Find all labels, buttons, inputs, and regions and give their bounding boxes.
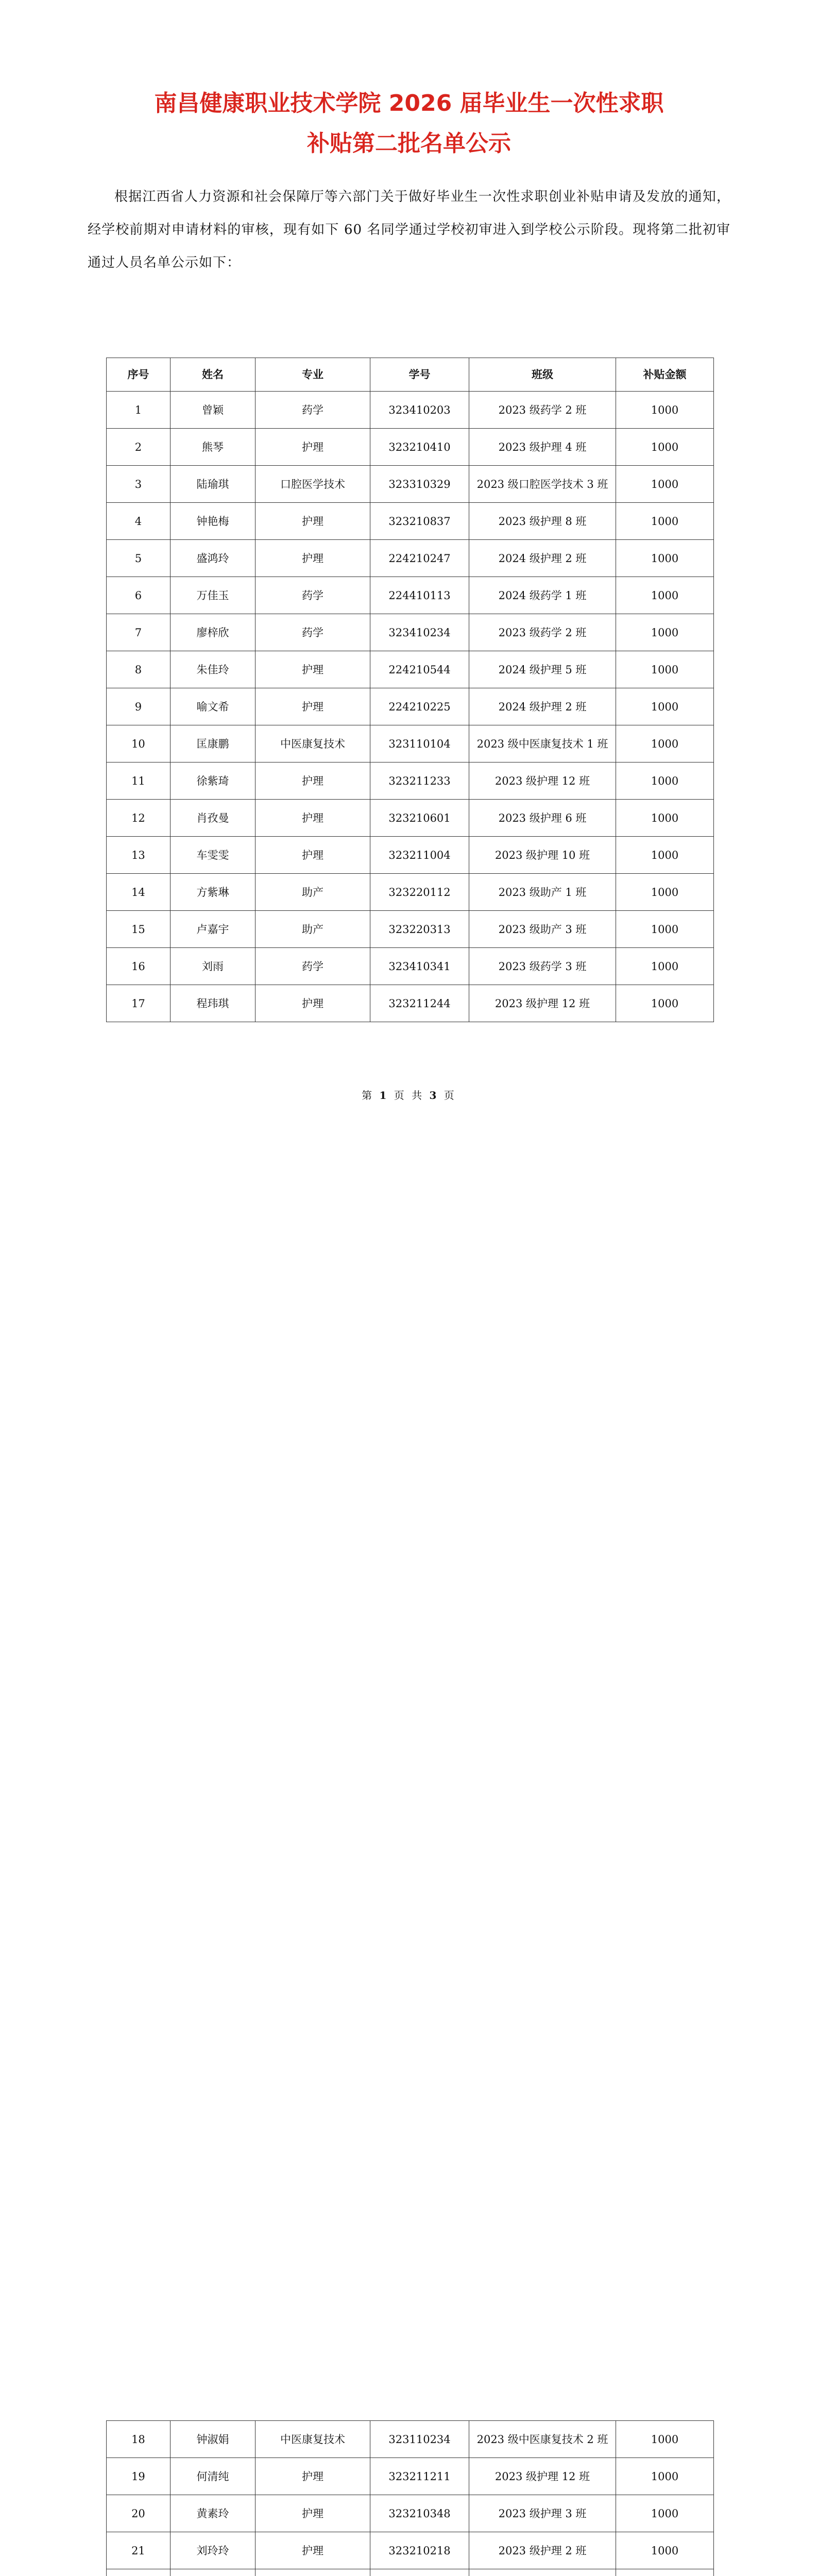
document-title-line-2: 补贴第二批名单公示	[307, 130, 511, 157]
cell-name: 车雯雯	[170, 837, 255, 874]
cell-class: 2024 级护理 2 班	[469, 540, 616, 577]
cell-major: 药学	[255, 614, 370, 651]
cell-major: 助产	[255, 874, 370, 911]
cell-class: 2023 级药学 3 班	[469, 948, 616, 985]
cell-index: 16	[107, 948, 171, 985]
cell-amount: 1000	[616, 2458, 713, 2495]
cell-index: 7	[107, 614, 171, 651]
roster-table-page-1	[106, 358, 714, 1022]
cell-class: 2023 级中医康复技术 2 班	[469, 2421, 616, 2458]
cell-student-id: 323211211	[370, 2458, 469, 2495]
cell-amount: 1000	[616, 2421, 713, 2458]
cell-index: 12	[107, 800, 171, 837]
cell-index: 18	[107, 2421, 171, 2458]
cell-student-id: 323410203	[370, 392, 469, 429]
cell-student-id: 323110234	[370, 2421, 469, 2458]
cell-amount: 1000	[616, 837, 713, 874]
cell-index: 5	[107, 540, 171, 577]
cell-index: 17	[107, 985, 171, 1022]
cell-major: 护理	[255, 762, 370, 800]
cell-index: 3	[107, 466, 171, 503]
cell-class: 2023 级护理 4 班	[469, 429, 616, 466]
cell-amount: 1000	[616, 614, 713, 651]
table-row	[107, 392, 714, 429]
cell-student-id: 323211004	[370, 837, 469, 874]
cell-class: 2023 级护理 10 班	[469, 837, 616, 874]
page-number: 1	[379, 1089, 389, 1101]
column-header: 专业	[255, 358, 370, 392]
cell-amount: 1000	[616, 540, 713, 577]
cell-major: 药学	[255, 577, 370, 614]
cell-class: 2023 级护理 6 班	[469, 800, 616, 837]
cell-index: 1	[107, 392, 171, 429]
page-footer-1: 第 1 页 共 3 页	[362, 1089, 456, 1101]
cell-major: 护理	[255, 2532, 370, 2569]
cell-index: 14	[107, 874, 171, 911]
page-total: 3	[429, 1089, 439, 1101]
cell-major: 护理	[255, 837, 370, 874]
cell-amount: 1000	[616, 911, 713, 948]
table-row	[107, 503, 714, 540]
document-page-1	[0, 0, 818, 1156]
cell-major: 护理	[255, 985, 370, 1022]
cell-student-id: 323210218	[370, 2532, 469, 2569]
cell-amount: 1000	[616, 948, 713, 985]
cell-major: 护理	[255, 540, 370, 577]
cell-student-id: 323210348	[370, 2495, 469, 2532]
cell-amount: 1000	[616, 985, 713, 1022]
cell-class: 2023 级护理 12 班	[469, 762, 616, 800]
cell-major: 药学	[255, 392, 370, 429]
table-row	[107, 429, 714, 466]
cell-student-id: 323310329	[370, 466, 469, 503]
table-row	[107, 985, 714, 1022]
cell-name: 刘玲玲	[170, 2532, 255, 2569]
table-row	[107, 911, 714, 948]
cell-amount: 1000	[616, 2532, 713, 2569]
cell-name: 黄素玲	[170, 2495, 255, 2532]
cell-class: 2023 级护理 12 班	[469, 985, 616, 1022]
cell-class: 2023 级口腔医学技术 3 班	[469, 466, 616, 503]
cell-name: 钟淑娟	[170, 2421, 255, 2458]
cell-student-id: 323410341	[370, 948, 469, 985]
document-page-2	[0, 1156, 818, 2557]
cell-index: 2	[107, 429, 171, 466]
cell-name: 刘雨	[170, 948, 255, 985]
cell-student-id: 224410113	[370, 577, 469, 614]
cell-name: 钟艳梅	[170, 503, 255, 540]
cell-amount: 1000	[616, 688, 713, 725]
cell-index: 10	[107, 725, 171, 762]
cell-major: 中医康复技术	[255, 725, 370, 762]
cell-class: 2023 级药学 2 班	[469, 614, 616, 651]
cell-major: 护理	[255, 800, 370, 837]
cell-amount: 1000	[616, 725, 713, 762]
cell-amount: 1000	[616, 392, 713, 429]
cell-name: 匡康鹏	[170, 725, 255, 762]
cell-student-id: 323220313	[370, 911, 469, 948]
cell-student-id: 323110104	[370, 725, 469, 762]
cell-class: 2023 级药学 2 班	[469, 392, 616, 429]
table-row	[107, 577, 714, 614]
cell-class: 2023 级护理 8 班	[469, 503, 616, 540]
table-row	[107, 874, 714, 911]
cell-student-id: 224210247	[370, 540, 469, 577]
cell-amount: 1000	[616, 466, 713, 503]
table-row	[107, 651, 714, 688]
cell-amount: 1000	[616, 762, 713, 800]
cell-name: 盛鸿玲	[170, 540, 255, 577]
cell-name: 曾颖	[170, 392, 255, 429]
cell-class: 2024 级护理 2 班	[469, 688, 616, 725]
cell-name: 卢嘉宇	[170, 911, 255, 948]
cell-major: 护理	[255, 2458, 370, 2495]
cell-name: 方紫琳	[170, 874, 255, 911]
table-row	[107, 688, 714, 725]
table-row	[107, 762, 714, 800]
column-header: 补贴金额	[616, 358, 713, 392]
column-header: 序号	[107, 358, 171, 392]
cell-student-id: 323210837	[370, 503, 469, 540]
cell-name: 万佳玉	[170, 577, 255, 614]
cell-student-id: 323211233	[370, 762, 469, 800]
cell-major: 护理	[255, 429, 370, 466]
cell-major: 药学	[255, 948, 370, 985]
cell-student-id: 224210225	[370, 688, 469, 725]
cell-name: 熊琴	[170, 429, 255, 466]
cell-index: 4	[107, 503, 171, 540]
cell-class: 2023 级护理 2 班	[469, 2532, 616, 2569]
column-header: 学号	[370, 358, 469, 392]
cell-class: 2023 级中医康复技术 1 班	[469, 725, 616, 762]
cell-class: 2024 级药学 1 班	[469, 577, 616, 614]
cell-index: 20	[107, 2495, 171, 2532]
table-row	[107, 837, 714, 874]
cell-name: 徐紫琦	[170, 762, 255, 800]
table-row	[107, 800, 714, 837]
cell-index: 13	[107, 837, 171, 874]
cell-index: 9	[107, 688, 171, 725]
cell-class: 2023 级助产 3 班	[469, 911, 616, 948]
cell-student-id: 323410234	[370, 614, 469, 651]
cell-index: 15	[107, 911, 171, 948]
cell-major: 护理	[255, 503, 370, 540]
cell-index: 19	[107, 2458, 171, 2495]
table-row	[107, 948, 714, 985]
cell-amount: 1000	[616, 429, 713, 466]
cell-major: 护理	[255, 688, 370, 725]
cell-amount: 1000	[616, 800, 713, 837]
cell-student-id: 323210601	[370, 800, 469, 837]
cell-class: 2024 级护理 5 班	[469, 651, 616, 688]
cell-amount: 1000	[616, 577, 713, 614]
cell-major: 护理	[255, 651, 370, 688]
cell-class: 2023 级护理 3 班	[469, 2495, 616, 2532]
cell-student-id: 323220112	[370, 874, 469, 911]
document-page-3	[0, 2312, 818, 2576]
cell-index: 11	[107, 762, 171, 800]
cell-major: 助产	[255, 911, 370, 948]
cell-student-id: 323210410	[370, 429, 469, 466]
table-row	[107, 614, 714, 651]
cell-amount: 1000	[616, 874, 713, 911]
cell-amount: 1000	[616, 2495, 713, 2532]
document-title-line-1: 南昌健康职业技术学院 2026 届毕业生一次性求职	[154, 90, 664, 116]
table-row	[107, 466, 714, 503]
cell-name: 陆瑜琪	[170, 466, 255, 503]
cell-name: 廖梓欣	[170, 614, 255, 651]
table-header-row	[107, 358, 714, 392]
cell-major: 口腔医学技术	[255, 466, 370, 503]
column-header: 姓名	[170, 358, 255, 392]
cell-name: 朱佳玲	[170, 651, 255, 688]
column-header: 班级	[469, 358, 616, 392]
table-row	[107, 725, 714, 762]
cell-class: 2023 级助产 1 班	[469, 874, 616, 911]
cell-index: 6	[107, 577, 171, 614]
cell-student-id: 224210544	[370, 651, 469, 688]
intro-paragraph: 根据江西省人力资源和社会保障厅等六部门关于做好毕业生一次性求职创业补贴申请及发放的通知，经学校前期对申请材料的审核，现有如下 60 名同学通过学校初审进入到学校公示阶段。现将第二批初审通过人员名单公示如下：	[88, 189, 730, 270]
cell-name: 喻文希	[170, 688, 255, 725]
cell-index: 8	[107, 651, 171, 688]
cell-student-id: 323211244	[370, 985, 469, 1022]
cell-amount: 1000	[616, 651, 713, 688]
cell-major: 护理	[255, 2495, 370, 2532]
cell-name: 程玮琪	[170, 985, 255, 1022]
cell-major: 中医康复技术	[255, 2421, 370, 2458]
cell-index: 21	[107, 2532, 171, 2569]
cell-amount: 1000	[616, 503, 713, 540]
table-row	[107, 540, 714, 577]
cell-class: 2023 级护理 12 班	[469, 2458, 616, 2495]
cell-name: 何清纯	[170, 2458, 255, 2495]
cell-name: 肖孜曼	[170, 800, 255, 837]
